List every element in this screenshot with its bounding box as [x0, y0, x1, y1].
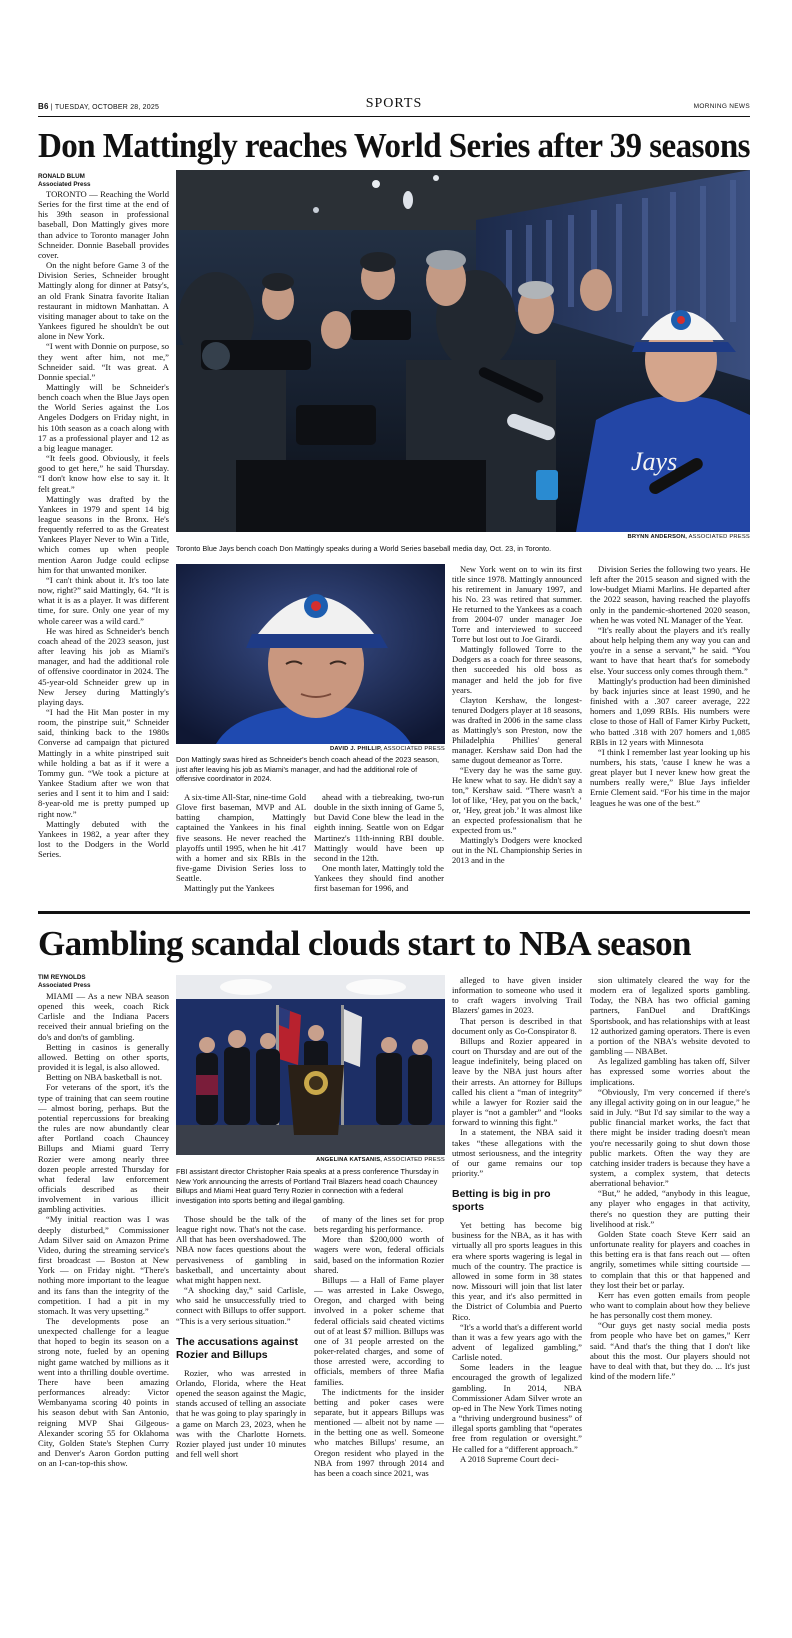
article-paragraph: “I think I remember last year looking up his numbers, his stats, 'cause I knew he was a great player but I never knew how great the numbers really were,” Blue Jays infielder Ernie Clement said. “For his time in the major leagues he was one of the best.”: [590, 746, 750, 808]
article-paragraph: Mattingly put the Yankees: [184, 883, 275, 894]
article-paragraph: sion ultimately cleared the way for the modern era of legalized sports gambling. Today, the NBA has two official gaming partners, FanDuel and DraftKings Sportsbook, and has relationships with at least 12 authorized gaming operators. There is even a portion of the NBA's website devoted to gambling — NBABet.: [590, 975, 750, 1057]
story2-photo-credit: [176, 1157, 445, 1163]
article-paragraph: The indictments for the insider betting and poker cases were separate, but it appears Billups was mentioned — albeit not by name — in the betting one as well. Someone who matches Billups' resume, an Oregon resident who played in the NBA from 1997 through 2014 and has been a coach since 2021, was: [314, 1386, 444, 1478]
story1-main-photo-credit-org: ASSOCIATED PRESS: [688, 534, 750, 540]
story1-column-2: [176, 792, 306, 896]
story2-column-1: [38, 991, 169, 1631]
article-paragraph: Betting on NBA basketball is not.: [46, 1072, 163, 1083]
story1-portrait-credit-name: DAVID J. PHILLIP,: [329, 746, 383, 752]
article-paragraph: The developments pose an unexpected challenge for a league that hoped to begin its season on a strong note, fueled by an opening night game watched by millions as it went into a thrilling double overtime. There have been amazing performances already: Victor Wembanyama scoring 40 points in his season debut with San Antonio, reigning MVP Shai Gilgeous-Alexander scoring 55 for Oklahoma City, Golden State's Stephen Curry and Denver's Aaron Gordon putting on an I-can-top-this show.: [38, 1316, 169, 1469]
column-subhead: The accusations against Rozier and Billups: [176, 1335, 298, 1361]
page-number: B6: [38, 102, 49, 111]
publication-name: MORNING NEWS: [693, 103, 750, 110]
article-paragraph: “I can't think about it. It's too late now, right?” said Mattingly, 64. “It is what it is as a player. It was different time, for sure. Only one year of my whole career was a wild card.”: [38, 574, 169, 626]
story1-main-photo-caption: Toronto Blue Jays bench coach Don Mattingly speaks during a World Series baseball media day, Oct. 23, in Toronto.: [176, 544, 552, 553]
article-paragraph: That person is described in that document only as Co-Conspirator 8.: [452, 1015, 582, 1036]
article-paragraph: Mattingly debuted with the Yankees in 1982, a year after they lost to the Dodgers in the World Series.: [38, 818, 169, 860]
article-paragraph: For veterans of the sport, it's the type of training that can seem routine — almost boring, perhaps. But the potential repercussions for breaking the rules are now abundantly clear after Portland coach Chauncey Billups and Miami guard Terry Rozier were among nearly three dozen people arrested Thursday for what federal law enforcement officials described as their involvement in various illicit gambling activities.: [38, 1082, 169, 1215]
story2-column-2: [176, 1214, 306, 1631]
article-paragraph: Those should be the talk of the league right now. That's not the case. All that has been overshadowed. The NBA now faces questions about the pervasiveness of gambling in basketball, and uncertainty about what might happen next.: [176, 1214, 306, 1285]
story2-headline: Gambling scandal clouds start to NBA season: [38, 924, 691, 963]
article-paragraph: In a statement, the NBA said it takes “these allegations with the utmost seriousness, and the integrity of our game remains our top priority.”: [452, 1127, 582, 1178]
story1-byline-org: Associated Press: [38, 181, 91, 188]
article-paragraph: A six-time All-Star, nine-time Gold Glove first baseman, MVP and AL batting champion, Mattingly captained the Yankees in his final five seasons. He never reached the playoffs until 1995, when he hit .417 with a homer and six RBIs in the five-game Division Series loss to Seattle.: [176, 792, 306, 884]
article-paragraph: Rozier, who was arrested in Orlando, Florida, where the Heat opened the season against the Magic, stands accused of telling an associate that he was going to play sparingly in a game on March 23, 2023, when he was with the Charlotte Hornets. Rozier played just under 10 minutes and fell well short: [176, 1367, 306, 1459]
story1-main-photo: [176, 170, 750, 532]
article-paragraph: alleged to have given insider information to someone who used it to craft wagers involving Trail Blazers' games in 2023.: [452, 975, 582, 1016]
story2-photo-credit-name: ANGELINA KATSANIS,: [316, 1157, 383, 1163]
article-paragraph: Betting in casinos is generally allowed. Betting on other sports, provided it is legal, is also allowed.: [38, 1041, 169, 1073]
article-paragraph: “I went with Donnie on purpose, so they went after him, not me,” Schneider said. “It was great. A Donnie special.”: [38, 341, 169, 382]
story1-portrait-caption: Don Mattingly swas hired as Schneider's bench coach ahead of the 2023 season, just after leaving his job as Miami's manager, and had the additional role of offensive coordinator in 2024.: [176, 755, 440, 783]
story1-main-photo-credit-name: BRYNN ANDERSON,: [627, 534, 688, 540]
article-paragraph: MIAMI — As a new NBA season opened this week, coach Rick Carlisle and the Indiana Pacers received their annual briefing on the do's and don'ts of gambling.: [38, 991, 169, 1042]
page-header: [38, 96, 750, 116]
article-paragraph: Mattingly's production had been diminished by back injuries since at least 1990, and he finished with a .307 career average, 222 homers and 1,099 RBIs. His numbers were close to those of Hall of Famer Kirby Puckett, who batted .318 with 207 homers and 1,085 RBIs in 12 years with Minnesota: [590, 675, 750, 747]
section-name: SPORTS: [365, 96, 423, 111]
story2-column-4: [452, 975, 582, 1631]
article-paragraph: Mattingly's Dodgers were knocked out in the NL Championship Series in 2013 and in the: [452, 835, 582, 866]
header-rule: [38, 116, 750, 117]
article-paragraph: Mattingly will be Schneider's bench coach when the Blue Jays open the World Series against the Los Angeles Dodgers on Friday night, in his 10th season as a coach along with 17 as a professional player and 12 as a big league manager.: [38, 381, 169, 453]
article-paragraph: ahead with a tiebreaking, two-run double in the sixth inning of Game 5, but David Cone blew the lead in the eighth inning. Seattle won on Edgar Martinez's 11th-inning RBI double. Mattingly would have been up second in the 12th.: [314, 792, 444, 863]
page-folio: B6 | TUESDAY, OCTOBER 28, 2025: [38, 102, 160, 111]
article-paragraph: Yet betting has become big business for the NBA, as it has with virtually all pro sports leagues in this era where sports wagering is legal in much of the country. The practice is allowed in some form in 38 states now. Missouri will join that list later this year, and it's also permitted in the District of Columbia and Puerto Rico.: [452, 1220, 582, 1322]
article-paragraph: “It's really about the players and it's really about help helping them any way you can and you're in a sense a servant,” he said. “You want to have that heart that's for somebody else. Your success only comes through them.”: [590, 624, 750, 676]
story2-photo-caption: FBI assistant director Christopher Raia speaks at a press conference Thursday in New York announcing the arrests of Portland Trail Blazers head coach Chauncey Billups and Miami Heat guard Terry Rozier in connection with a federal investigation into sports betting and illegal gambling.: [176, 1167, 439, 1205]
story1-column-1: [38, 189, 169, 889]
article-paragraph: “It feels good. Obviously, it feels good to get here,” he said Thursday. “I don't know how else to say it. It felt great.”: [38, 453, 169, 494]
column-subhead: Betting is big in pro sports: [452, 1188, 551, 1214]
story1-portrait-credit: [176, 746, 445, 752]
article-paragraph: of many of the lines set for prop bets regarding his performance.: [314, 1214, 444, 1235]
story2-byline-org: Associated Press: [38, 982, 91, 989]
article-paragraph: A 2018 Supreme Court deci-: [460, 1453, 559, 1464]
article-paragraph: Mattingly followed Torre to the Dodgers as a coach for three seasons, then succeeded his old boss as manager and held the job for five years.: [452, 644, 582, 695]
story-divider-rule: [38, 911, 750, 914]
story1-byline-name: RONALD BLUM: [38, 173, 85, 180]
svg-text:Jays: Jays: [631, 447, 678, 476]
article-paragraph: “I had the Hit Man poster in my room, the pinstripe suit,” Schneider said, thinking back to the 1980s Converse ad campaign that pictured Mattingly in a white pinstriped suit while holding a bat as if it were a Tommy gun. “We took a picture at Yankee Stadium after we won that series and I sent it to him and I said: 8-year-old me is pretty pumped up right now.”: [38, 706, 169, 819]
article-paragraph: Billups — a Hall of Fame player — was arrested in Lake Oswego, Oregon, and charged with being involved in a poker scheme that federal officials said cheated victims out of at least $7 million. Billups was one of 31 people arrested on the poker-related charges, and some of those arrested were, according to officials, members of three Mafia families.: [314, 1274, 444, 1387]
article-paragraph: TORONTO — Reaching the World Series for the first time at the end of his 39th season in professional baseball, Don Mattingly gives more than advice to Toronto manager John Schneider. Donnie Baseball provides cover.: [38, 189, 169, 260]
article-paragraph: “Our guys get nasty social media posts from people who have bet on games,” Kerr said. “And that's the thing that I don't like about this the most. Our players should not have to deal with that, but they do. ... It's just kind of the modern life.”: [590, 1320, 750, 1382]
article-paragraph: He was hired as Schneider's bench coach ahead of the 2023 season, just after leaving his job as Miami's manager, and had the additional role of offensive coordinator in 2024. The 45-year-old Schneider grew up in New Jersey during Mattingly's playing days.: [38, 625, 169, 707]
article-paragraph: “Every day he was the same guy. He knew what to say. He didn't say a ton,” Kershaw said. “There wasn't a lot of like, ‘Hey, pat you on the back,’ or, ‘Hey, great job.’ It was almost like an expected professionalism that he expected from us.”: [452, 764, 582, 836]
story1-portrait-photo: [176, 564, 445, 744]
article-paragraph: Division Series the following two years. He left after the 2015 season and signed with the low-budget Miami Marlins. He departed after the 2022 season, having reached the playoffs only in the pandemic-shortened 2020 season, when he was voted NL Manager of the Year.: [590, 564, 750, 625]
story1-main-photo-credit: [176, 534, 750, 540]
story1-column-4: [452, 564, 582, 896]
story2-byline: [38, 974, 168, 990]
article-paragraph: Golden State coach Steve Kerr said an unfortunate reality for players and coaches in this betting era is that fans reach out — often angrily, sometimes while sitting courtside — to complain that this or that happened and they lost their bet or parlay.: [590, 1228, 750, 1290]
article-paragraph: “Obviously, I'm very concerned if there's any illegal activity going on in our league,” he said in July. “But I'd say similar to the way a public financial market works, the fact that there might be insider trading doesn't mean you're necessarily going to shut down those public markets. Often the way they are catching insider traders is because they have a system, a complex system, that detects aberrational behavior.”: [590, 1086, 750, 1189]
article-paragraph: Some leaders in the league encouraged the growth of legalized gambling. In 2014, NBA Commissioner Adam Silver wrote an op-ed in The New York Times noting a “thriving underground business” of illegal sports gambling that “operates free from regulation or oversight.” He called for a “different approach.”: [452, 1362, 582, 1454]
article-paragraph: “It's a world that's a different world than it was a few years ago with the advent of legalized gambling,” Carlisle noted.: [452, 1321, 582, 1363]
story2-column-3: [314, 1214, 444, 1631]
article-paragraph: New York went on to win its first title since 1978. Mattingly announced his retirement in January 1997, and his No. 23 was retired that summer. He returned to the Yankees as a coach from 2004-07 under manager Joe Torre and interviewed to succeed Torre but lost out to Joe Girardi.: [452, 564, 582, 645]
article-paragraph: Mattingly was drafted by the Yankees in 1979 and spent 14 big league seasons in the Bronx. He's frequently referred to as the Greatest Yankees Player Never to Win a Title, which comes up when people mention Aaron Judge could eclipse him for that unwanted moniker.: [38, 493, 169, 575]
story1-headline: Don Mattingly reaches World Series after 39 seasons: [38, 126, 750, 165]
article-paragraph: Clayton Kershaw, the longest-tenured Dodgers player at 18 seasons, was drafted in 2006 in the same class as Mattingly's son Preston, now the Philadelphia Phillies' general manager. Kershaw said Don had the same dugout demeanor as Torre.: [452, 694, 582, 765]
story1-byline: [38, 173, 168, 189]
issue-date: TUESDAY, OCTOBER 28, 2025: [54, 104, 160, 111]
article-paragraph: More than $200,000 worth of wagers were won, federal officials said, based on the information Rozier shared.: [314, 1234, 444, 1275]
article-paragraph: “But,” he added, “anybody in this league, any player who engages in that activity, there's no question they are putting their livelihood at risk.”: [590, 1188, 750, 1229]
article-paragraph: One month later, Mattingly told the Yankees they should find another first baseman for 1996, and: [314, 863, 444, 894]
story2-photo: [176, 975, 445, 1155]
story2-column-5: [590, 975, 750, 1631]
story1-column-5: [590, 564, 750, 896]
story2-byline-name: TIM REYNOLDS: [38, 974, 86, 981]
story1-column-3: [314, 792, 444, 896]
article-paragraph: “A shocking day,” said Carlisle, who said he unsuccessfully tried to connect with Billups to offer support. “This is a very serious situation.”: [176, 1285, 306, 1326]
article-paragraph: As legalized gambling has taken off, Silver has expressed some worries about the implications.: [590, 1056, 750, 1087]
article-paragraph: “My initial reaction was I was deeply disturbed,” Commissioner Adam Silver said on Amazon Prime Video, during the streaming service's first broadcast — Boston at New York — on Friday night. “There's nothing more important to the league and its fans than the integrity of the competition. I had a pit in my stomach. It was very upsetting.”: [38, 1214, 169, 1316]
story1-portrait-credit-org: ASSOCIATED PRESS: [383, 746, 445, 752]
newspaper-page: [38, 96, 750, 1632]
story2-photo-credit-org: ASSOCIATED PRESS: [383, 1157, 445, 1163]
article-paragraph: Kerr has even gotten emails from people who want to complain about how they believe he has personally cost them money.: [590, 1289, 750, 1321]
article-paragraph: On the night before Game 3 of the Division Series, Schneider brought Mattingly along for dinner at Patsy's, an old Frank Sinatra favorite Italian restaurant in midtown Manhattan. A visiting manager about to take on the Yankees figured he shouldn't be out alone in New York.: [38, 260, 169, 342]
article-paragraph: Billups and Rozier appeared in court on Thursday and are out of the league indefinitely, being placed on leave by the NBA just hours after their arrests. An attorney for Billups called his client a “man of integrity” while a lawyer for Rozier said the player is “not a gambler” and “looks forward to winning this fight.”: [452, 1035, 582, 1128]
